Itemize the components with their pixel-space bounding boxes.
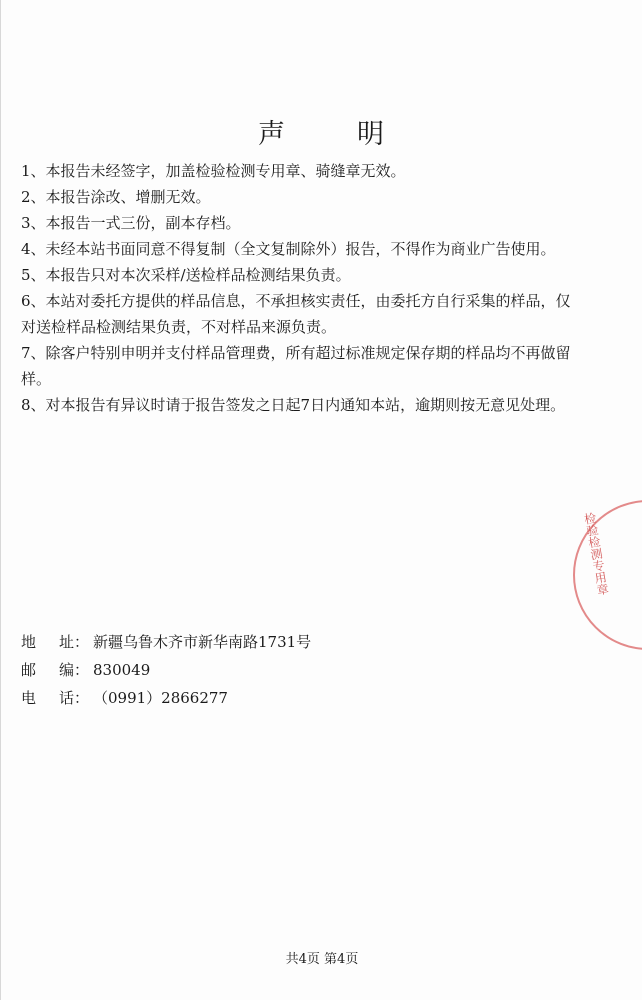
declaration-item: 3、本报告一式三份，副本存档。	[21, 214, 241, 232]
declaration-item: 7、除客户特别申明并支付样品管理费，所有超过标准规定保存期的样品均不再做留样。	[21, 344, 571, 388]
page-footer: 共4页 第4页	[285, 952, 359, 967]
page-title	[1, 112, 642, 151]
address-value: 新疆乌鲁木齐市新华南路1731号	[93, 633, 312, 651]
phone-value: （0991）2866277	[93, 689, 228, 707]
declaration-item: 5、本报告只对本次采样/送检样品检测结果负责。	[21, 266, 351, 284]
title-char-right: 明	[357, 119, 386, 150]
phone-row	[21, 684, 541, 712]
phone-label: 电 话：	[21, 689, 89, 707]
declaration-item: 2、本报告涂改、增删无效。	[21, 188, 211, 206]
postcode-row	[21, 656, 541, 684]
declaration-item: 6、本站对委托方提供的样品信息，不承担核实责任，由委托方自行采集的样品，仅对送检样品检测结果负责，不对样品来源负责。	[21, 292, 571, 336]
declaration-item: 4、未经本站书面同意不得复制（全文复制除外）报告，不得作为商业广告使用。	[21, 240, 556, 258]
declaration-item: 8、对本报告有异议时请于报告签发之日起7日内通知本站，逾期则按无意见处理。	[21, 396, 566, 414]
address-row	[21, 628, 541, 656]
declaration-list	[21, 158, 581, 418]
seal-stamp-text: 检验检测专用章	[581, 511, 611, 597]
title-char-left: 声	[258, 119, 287, 150]
declaration-item: 1、本报告未经签字，加盖检验检测专用章、骑缝章无效。	[21, 162, 406, 180]
postcode-label: 邮 编：	[21, 661, 89, 679]
postcode-value: 830049	[93, 661, 151, 679]
contact-info	[21, 628, 541, 712]
address-label: 地 址：	[21, 633, 89, 651]
